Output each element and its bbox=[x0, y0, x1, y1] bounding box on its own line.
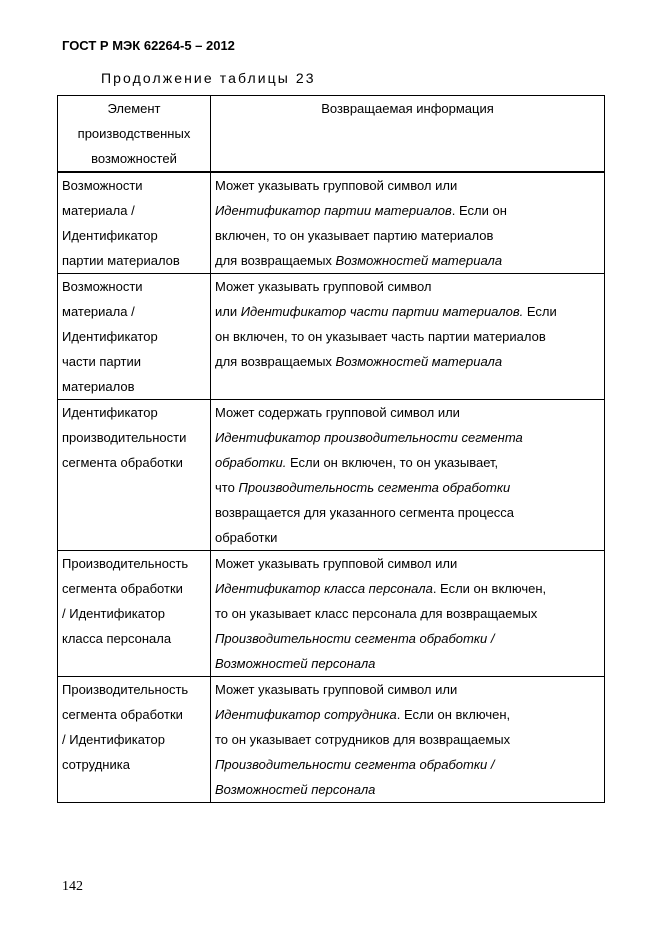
table-header-row bbox=[58, 96, 605, 173]
element-cell-line: производительности bbox=[62, 430, 187, 445]
info-text: то он указывает класс персонала для возвращаемых bbox=[215, 606, 538, 621]
info-italic-term: Идентификатор сотрудника bbox=[215, 707, 397, 722]
info-cell-line bbox=[215, 777, 600, 802]
info-cell-line bbox=[215, 299, 600, 324]
element-cell-line: части партии bbox=[62, 354, 142, 369]
info-cell-line bbox=[215, 601, 600, 626]
info-text: Может указывать групповой символ или bbox=[215, 178, 458, 193]
element-cell bbox=[58, 172, 211, 274]
info-text: возвращается для указанного сегмента процесса bbox=[215, 505, 515, 520]
document-header: ГОСТ Р МЭК 62264-5 – 2012 bbox=[62, 38, 235, 53]
element-cell-line: сотрудника bbox=[62, 757, 130, 772]
element-cell-line: сегмента обработки bbox=[62, 455, 183, 470]
table-row bbox=[58, 677, 605, 803]
element-cell-line: Производительность bbox=[62, 682, 189, 697]
info-text: включен, то он указывает партию материалов bbox=[215, 228, 494, 243]
info-italic-term: Производительность сегмента обработки bbox=[238, 480, 511, 495]
column-header-line: Возвращаемая информация bbox=[321, 101, 494, 116]
info-text: Если он включен, то он указывает, bbox=[286, 455, 499, 470]
info-italic-term: Идентификатор партии материалов bbox=[215, 203, 452, 218]
info-cell-line bbox=[215, 551, 600, 576]
info-italic-term: Возможностей персонала bbox=[215, 782, 376, 797]
element-cell-line: материала / bbox=[62, 304, 135, 319]
info-text: Может содержать групповой символ или bbox=[215, 405, 460, 420]
info-cell-line bbox=[215, 500, 600, 525]
info-cell-line bbox=[215, 525, 600, 550]
info-text: что bbox=[215, 480, 239, 495]
element-cell-line: Возможности bbox=[62, 178, 143, 193]
table-row bbox=[58, 551, 605, 677]
element-cell-line: сегмента обработки bbox=[62, 707, 183, 722]
info-cell-line bbox=[215, 702, 600, 727]
element-cell-line: Идентификатор bbox=[62, 228, 158, 243]
info-cell bbox=[211, 551, 605, 677]
info-cell-line bbox=[215, 349, 600, 374]
page-number: 142 bbox=[62, 879, 83, 894]
info-text: он включен, то он указывает часть партии материалов bbox=[215, 329, 546, 344]
info-cell bbox=[211, 677, 605, 803]
column-header-info bbox=[211, 96, 605, 173]
info-text: для возвращаемых bbox=[215, 354, 336, 369]
info-text: Если bbox=[523, 304, 557, 319]
info-text: для возвращаемых bbox=[215, 253, 336, 268]
info-text: то он указывает сотрудников для возвращаемых bbox=[215, 732, 511, 747]
element-cell-line: партии материалов bbox=[62, 253, 180, 268]
info-cell-line bbox=[215, 173, 600, 198]
table-row bbox=[58, 274, 605, 400]
info-text: Может указывать групповой символ или bbox=[215, 682, 458, 697]
info-italic-term: Возможностей материала bbox=[335, 253, 503, 268]
info-italic-term: Возможностей материала bbox=[335, 354, 503, 369]
column-header-line: производственных bbox=[77, 126, 191, 141]
element-cell-line: Производительность bbox=[62, 556, 189, 571]
element-cell-line: материалов bbox=[62, 379, 135, 394]
info-italic-term: Производительности сегмента обработки / bbox=[215, 757, 495, 772]
table-row bbox=[58, 172, 605, 274]
info-cell-line bbox=[215, 400, 600, 425]
info-cell-line bbox=[215, 475, 600, 500]
element-cell bbox=[58, 400, 211, 551]
capability-table bbox=[57, 95, 605, 803]
column-header-line: возможностей bbox=[91, 151, 177, 166]
info-cell-line bbox=[215, 576, 600, 601]
info-cell-line bbox=[215, 752, 600, 777]
element-cell-line: / Идентификатор bbox=[62, 732, 165, 747]
info-text: Может указывать групповой символ или bbox=[215, 556, 458, 571]
element-cell bbox=[58, 551, 211, 677]
info-cell-line bbox=[215, 626, 600, 651]
info-text: обработки bbox=[215, 530, 278, 545]
info-italic-term: Идентификатор производительности сегмента bbox=[215, 430, 523, 445]
table-continuation-caption: Продолжение таблицы 23 bbox=[101, 70, 316, 86]
element-cell bbox=[58, 274, 211, 400]
info-cell-line bbox=[215, 198, 600, 223]
info-italic-term: Идентификатор части партии материалов. bbox=[240, 304, 524, 319]
info-cell-line bbox=[215, 425, 600, 450]
info-cell-line bbox=[215, 324, 600, 349]
info-cell-line bbox=[215, 274, 600, 299]
info-cell bbox=[211, 172, 605, 274]
element-cell-line: / Идентификатор bbox=[62, 606, 165, 621]
info-italic-term: Идентификатор класса персонала bbox=[215, 581, 433, 596]
info-cell-line bbox=[215, 248, 600, 273]
info-italic-term: обработки. bbox=[215, 455, 287, 470]
info-cell-line bbox=[215, 677, 600, 702]
info-cell bbox=[211, 274, 605, 400]
info-cell bbox=[211, 400, 605, 551]
element-cell-line: Идентификатор bbox=[62, 329, 158, 344]
info-text: Может указывать групповой символ bbox=[215, 279, 432, 294]
info-text: или bbox=[215, 304, 241, 319]
info-text: . Если он включен, bbox=[396, 707, 511, 722]
info-cell-line bbox=[215, 651, 600, 676]
element-cell-line: класса персонала bbox=[62, 631, 172, 646]
element-cell bbox=[58, 677, 211, 803]
column-header-element bbox=[58, 96, 211, 173]
info-italic-term: Производительности сегмента обработки / bbox=[215, 631, 495, 646]
column-header-line: Элемент bbox=[107, 101, 161, 116]
info-text: . Если он включен, bbox=[432, 581, 547, 596]
info-cell-line bbox=[215, 727, 600, 752]
info-text: . Если он bbox=[451, 203, 507, 218]
info-cell-line bbox=[215, 223, 600, 248]
element-cell-line: Возможности bbox=[62, 279, 143, 294]
info-cell-line bbox=[215, 450, 600, 475]
info-italic-term: Возможностей персонала bbox=[215, 656, 376, 671]
table-row bbox=[58, 400, 605, 551]
element-cell-line: сегмента обработки bbox=[62, 581, 183, 596]
element-cell-line: Идентификатор bbox=[62, 405, 158, 420]
element-cell-line: материала / bbox=[62, 203, 135, 218]
table-body bbox=[58, 172, 605, 803]
